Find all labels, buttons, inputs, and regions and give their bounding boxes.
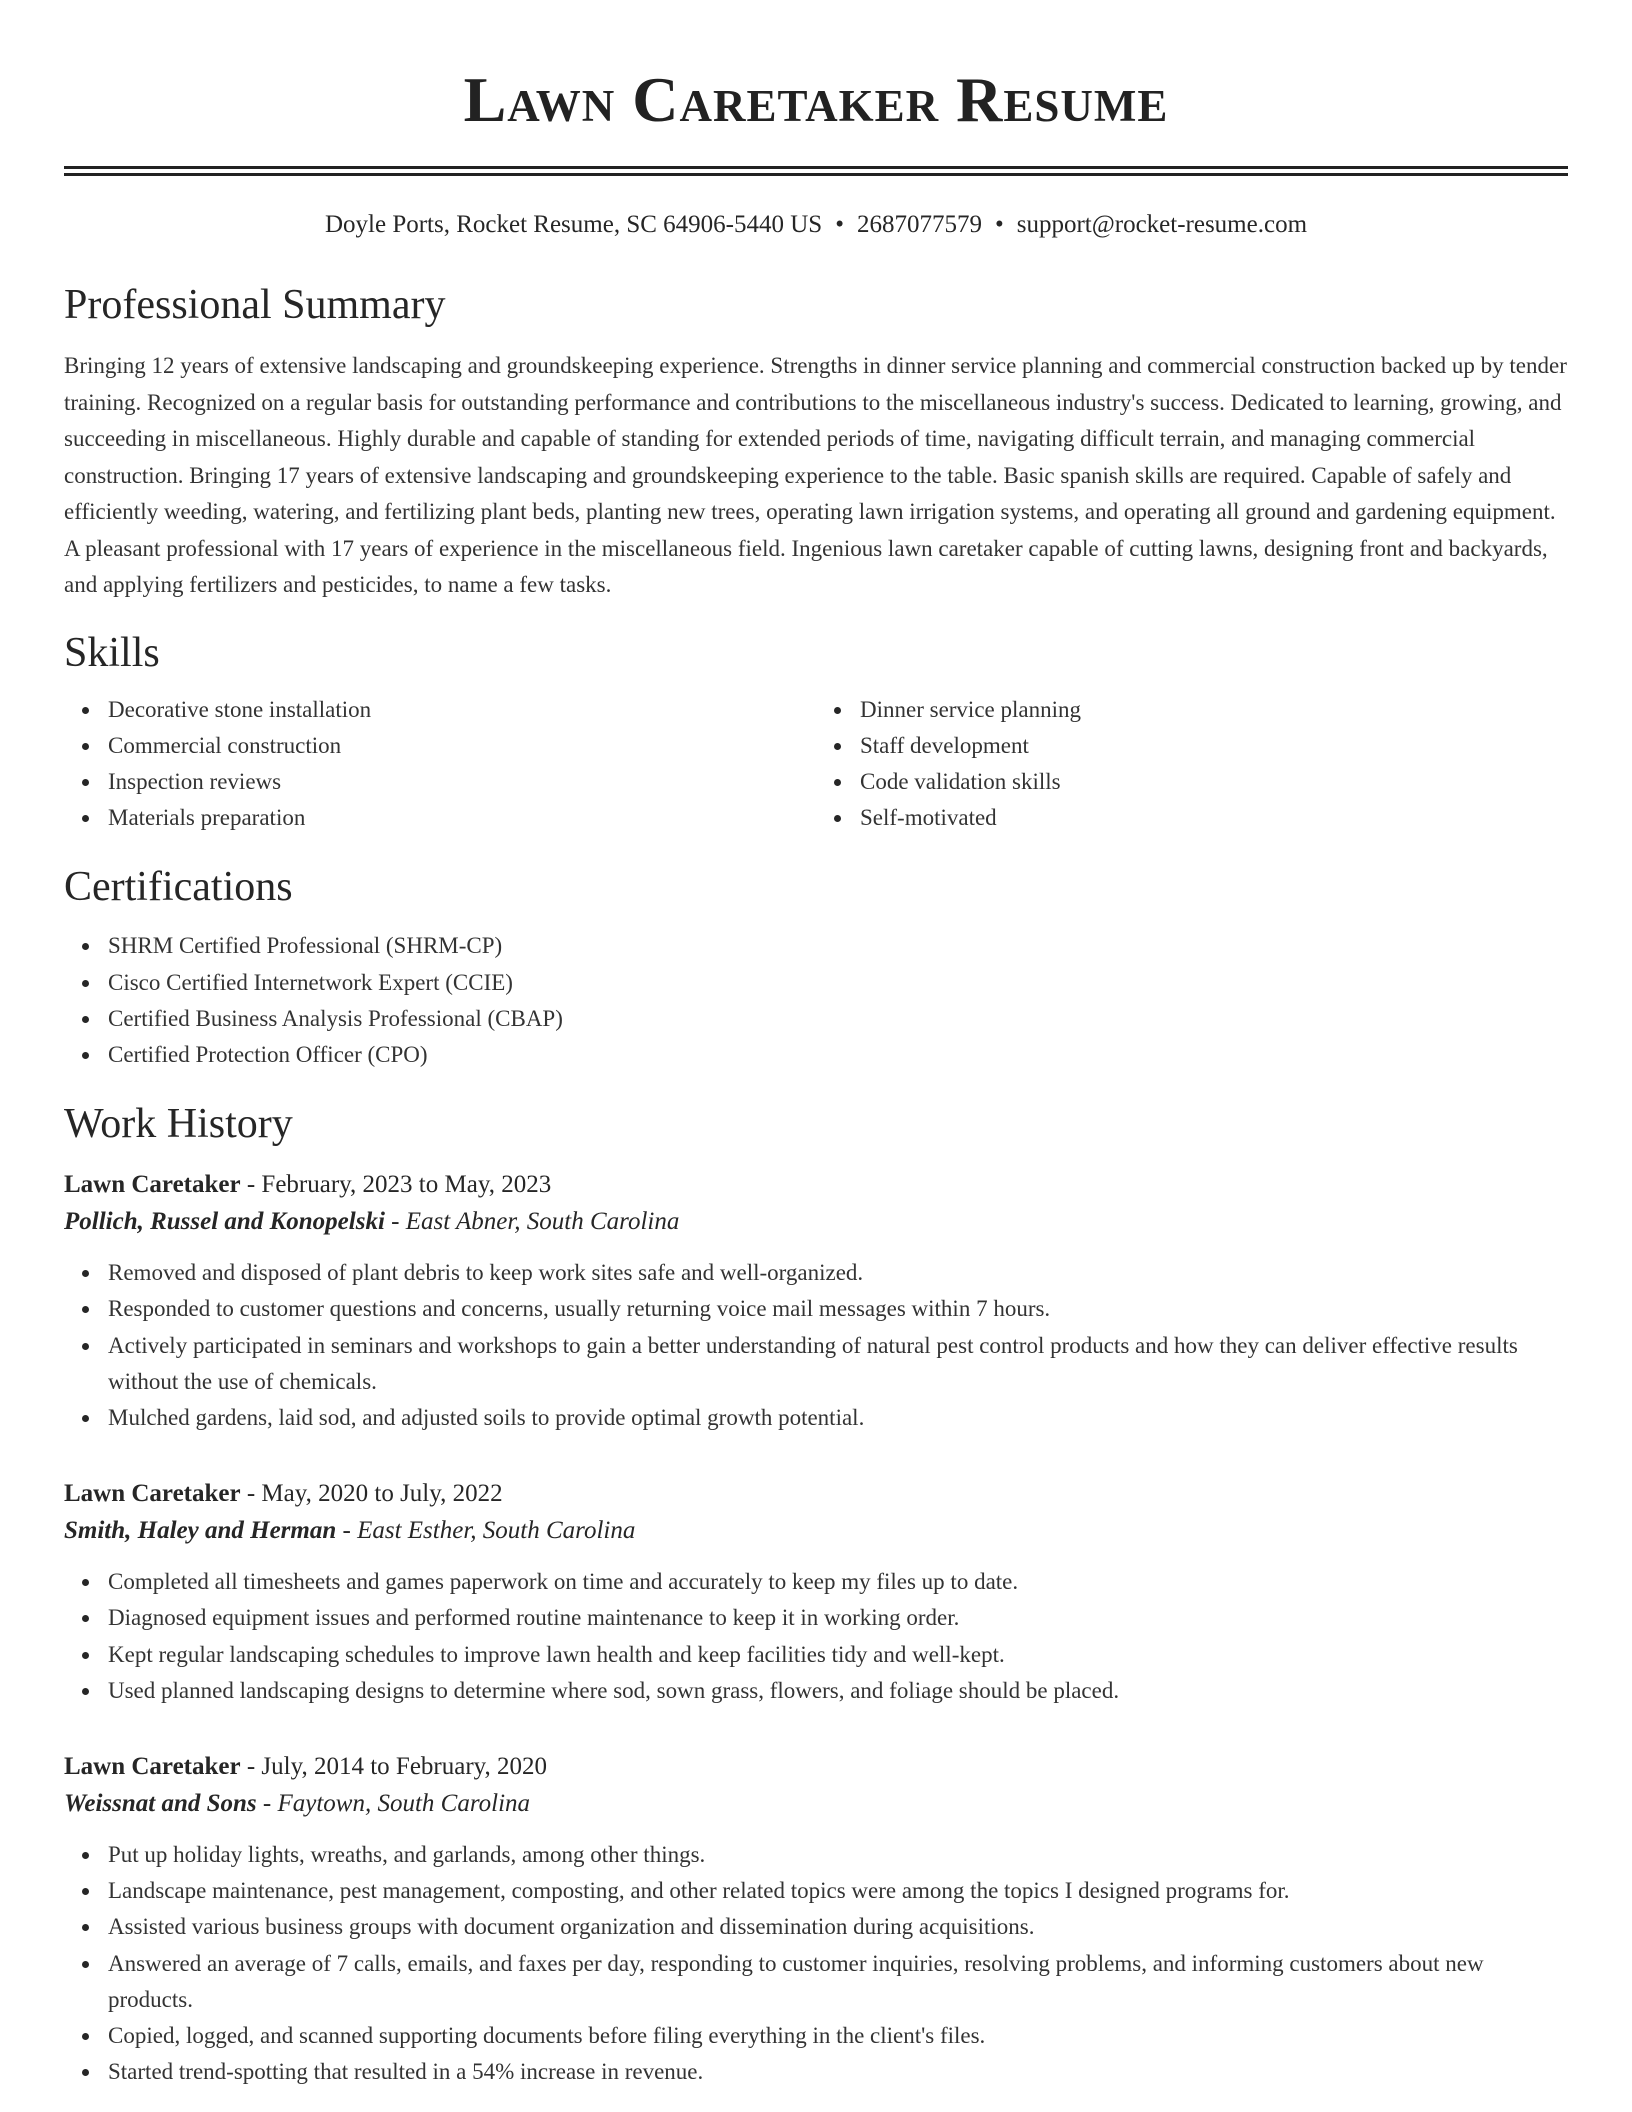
job-entry: [64, 1167, 1568, 1436]
job-dates: - July, 2014 to February, 2020: [240, 1752, 548, 1780]
certifications-list: [64, 928, 1568, 1073]
certifications-section: [64, 862, 1568, 1073]
job-bullets: [64, 1564, 1568, 1709]
list-item: Certified Protection Officer (CPO): [108, 1037, 1568, 1073]
list-item: Responded to customer questions and concerns, usually returning voice mail messages within 7 hours.: [108, 1291, 1568, 1327]
job-company-line: [64, 1203, 1568, 1241]
summary-paragraph: Bringing 12 years of extensive landscaping and groundskeeping experience. Strengths in dinner service planning and commercial construction backed up by tender training. Recognized on a regular basis for outstanding performance and contributions to the miscellaneous industry's success. Dedicated to learning, growing, and succeeding in miscellaneous. Highly durable and capable of standing for extended periods of time, navigating difficult terrain, and managing commercial construction. Bringing 17 years of extensive landscaping and groundskeeping experience to the table. Basic spanish skills are required. Capable of safely and efficiently weeding, watering, and fertilizing plant beds, planting new trees, operating lawn irrigation systems, and operating all ground and gardening equipment. A pleasant professional with 17 years of experience in the miscellaneous field. Ingenious lawn caretaker capable of cutting lawns, designing front and backyards, and applying fertilizers and pesticides, to name a few tasks.: [64, 353, 1567, 597]
contact-email: support@rocket-resume.com: [1016, 211, 1308, 238]
contact-address: Doyle Ports, Rocket Resume, SC 64906-5440 US: [324, 211, 823, 238]
contact-separator: •: [835, 211, 844, 238]
work-history-section: [64, 1099, 1568, 2090]
job-company-line: [64, 1785, 1568, 1823]
list-item: Diagnosed equipment issues and performed routine maintenance to keep it in working order.: [108, 1600, 1568, 1636]
job-company: Smith, Haley and Herman: [64, 1517, 337, 1545]
job-title-line: [64, 1476, 1568, 1512]
section-heading-work-history: Work History: [64, 1101, 293, 1148]
list-item: Assisted various business groups with document organization and dissemination during acquisitions.: [108, 1909, 1568, 1945]
contact-separator: •: [994, 211, 1004, 238]
job-dates: - May, 2020 to July, 2022: [240, 1480, 503, 1508]
list-item: Decorative stone installation: [108, 692, 816, 728]
list-item: Mulched gardens, laid sod, and adjusted soils to provide optimal growth potential.: [108, 1400, 1568, 1436]
list-item: Code validation skills: [860, 764, 1568, 800]
list-item: Inspection reviews: [108, 764, 816, 800]
skills-section: [64, 628, 1568, 837]
list-item: Staff development: [860, 728, 1568, 764]
list-item: Self-motivated: [860, 800, 1568, 836]
section-heading-skills: Skills: [64, 629, 160, 676]
list-item: Certified Business Analysis Professional (CBAP): [108, 1001, 1568, 1037]
section-heading-certifications: Certifications: [64, 864, 293, 911]
list-item: Dinner service planning: [860, 692, 1568, 728]
list-item: Removed and disposed of plant debris to keep work sites safe and well-organized.: [108, 1255, 1568, 1291]
skills-list-left: [64, 692, 816, 837]
title-divider: [64, 166, 1568, 176]
job-company: Weissnat and Sons: [64, 1789, 257, 1817]
list-item: Cisco Certified Internetwork Expert (CCIE): [108, 965, 1568, 1001]
professional-summary-section: [64, 280, 1568, 604]
job-role: Lawn Caretaker: [64, 1752, 241, 1780]
list-item: Commercial construction: [108, 728, 816, 764]
list-item: Materials preparation: [108, 800, 816, 836]
job-company: Pollich, Russel and Konopelski: [64, 1208, 385, 1236]
section-heading-summary: Professional Summary: [64, 282, 446, 328]
job-location: - East Esther, South Carolina: [336, 1517, 636, 1545]
list-item: Started trend-spotting that resulted in a 54% increase in revenue.: [108, 2054, 1568, 2090]
list-item: Used planned landscaping designs to determine where sod, sown grass, flowers, and foliage should be placed.: [108, 1673, 1568, 1709]
job-role: Lawn Caretaker: [64, 1480, 241, 1508]
list-item: Answered an average of 7 calls, emails, and faxes per day, responding to customer inquiries, resolving problems, and informing customers about new products.: [108, 1946, 1568, 2018]
job-location: - East Abner, South Carolina: [384, 1208, 680, 1236]
list-item: Actively participated in seminars and workshops to gain a better understanding of natural pest control products and how they can deliver effective results without the use of chemicals.: [108, 1328, 1568, 1400]
job-title-line: [64, 1749, 1568, 1785]
job-bullets: [64, 1255, 1568, 1436]
contact-phone: 2687077579: [856, 211, 982, 238]
contact-line: [64, 210, 1568, 240]
job-entry: [64, 1476, 1568, 1709]
job-dates: - February, 2023 to May, 2023: [240, 1171, 552, 1199]
job-role: Lawn Caretaker: [64, 1171, 241, 1199]
list-item: Copied, logged, and scanned supporting documents before filing everything in the client's files.: [108, 2018, 1568, 2054]
list-item: Kept regular landscaping schedules to improve lawn health and keep facilities tidy and well-kept.: [108, 1637, 1568, 1673]
list-item: SHRM Certified Professional (SHRM-CP): [108, 928, 1568, 964]
resume-title: Lawn Caretaker Resume: [463, 64, 1169, 135]
job-company-line: [64, 1512, 1568, 1550]
job-location: - Faytown, South Carolina: [256, 1789, 531, 1817]
list-item: Completed all timesheets and games paperwork on time and accurately to keep my files up to date.: [108, 1564, 1568, 1600]
list-item: Landscape maintenance, pest management, composting, and other related topics were among the topics I designed programs for.: [108, 1873, 1568, 1909]
job-entry: [64, 1749, 1568, 2090]
list-item: Put up holiday lights, wreaths, and garlands, among other things.: [108, 1837, 1568, 1873]
job-bullets: [64, 1837, 1568, 2090]
job-title-line: [64, 1167, 1568, 1203]
skills-list-right: [816, 692, 1568, 837]
skills-columns: [64, 692, 1568, 837]
